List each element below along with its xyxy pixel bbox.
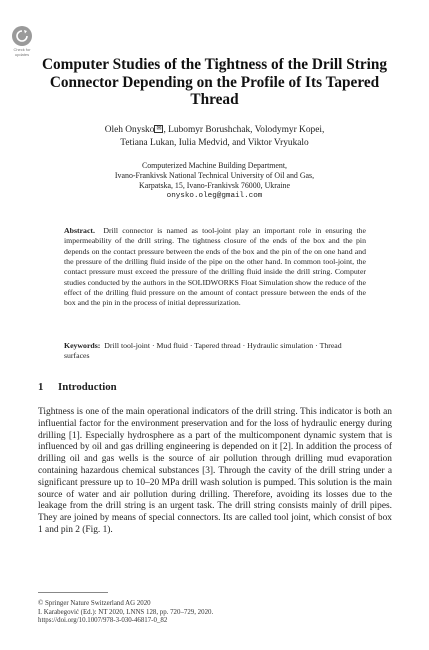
paper-title: Computer Studies of the Tightness of the Drill String Connector Depending on the Profile of Its Tapered Thread (41, 56, 388, 108)
keywords-text: Drill tool-joint · Mud fluid · Tapered thread · Hydraulic simulation · Thread surfaces (64, 341, 342, 361)
corresponding-author[interactable]: Oleh Onysko (104, 125, 155, 135)
footer-divider (38, 592, 108, 593)
introduction-paragraph: Tightness is one of the main operational indicators of the drill string. This indicator is both an influential factor for the environment preservation and for the loss of hydraulic energy during drilling [1]. Especially hydrosphere as a part of the multicomponent dynamic system that is influenced by oil and gas drilling engineering is depended on it [2]. In addition the process of drilling oil and gas wells is the source of air pollution through drilling mud evaporation containing hazardous chemical substances [3]. Through the cavity of the drill string under a significant pressure up to 10–20 MPa drill wash solution is pumped. This solution is the main source of water and air pollution during drilling. Therefore, avoiding its losses due to the leakage from the drill string is an urgent task. The drill string consists mainly of drill pipes. They are joined by means of special connectors. Its are called tool joint, which consist of box 1 and pin 2 (Fig. 1). (38, 407, 392, 535)
section-title: Introduction (58, 381, 117, 393)
author-names-line2: Tetiana Lukan, Iulia Medvid, and Viktor Vryukalo (120, 137, 309, 148)
author-email[interactable]: onysko.oleg@gmail.com (166, 192, 263, 201)
affiliation-department: Computerized Machine Building Department, (141, 161, 288, 170)
abstract (64, 226, 366, 309)
check-for-updates-label: Check for updates (13, 47, 31, 57)
section-number: 1 (38, 381, 44, 393)
check-for-updates-badge[interactable] (9, 26, 35, 57)
keywords (64, 341, 366, 362)
section-heading (38, 381, 117, 393)
envelope-icon[interactable]: ✉ (156, 126, 162, 132)
citation-line: I. Karabegović (Ed.): NT 2020, LNNS 128, pp. 720–729, 2020. (38, 608, 214, 616)
copyright-line: © Springer Nature Switzerland AG 2020 (38, 600, 151, 607)
abstract-label: Abstract. (64, 226, 95, 235)
affiliation-address: Karpatska, 15, Ivano-Frankivsk 76000, Ukraine (139, 181, 290, 191)
affiliation-university: Ivano-Frankivsk National Technical University of Oil and Gas, (114, 171, 315, 181)
author-names-line1: , Lubomyr Borushchak, Volodymyr Kopei, (163, 125, 325, 135)
check-for-updates-icon (12, 26, 32, 46)
affiliation (40, 161, 389, 201)
doi-link[interactable]: https://doi.org/10.1007/978-3-030-46817-0_82 (38, 617, 168, 625)
author-list (40, 124, 389, 149)
abstract-text: Drill connector is named as tool-joint play an important role in ensuring the impermeability of the drill string. The tightness closure of the ends of the box and the pin depends on the contact pressure between the ends of the box and the pin of the on one hand and the pressure of the drilling fluid inside of the pipe on the other hand. In common tool-joint, the contact pressure must exceed the pressure of the drilling fluid inside the drill string. Computer studies conducted by the authors in the SOLIDWORKS Float Simulation show the reduce of the effect of the drilling fluid pressure on the amount of contact pressure between the ends of the box and the pin in the process of initial depressurization. (64, 226, 366, 308)
footer (38, 600, 213, 626)
keywords-label: Keywords: (64, 341, 101, 350)
